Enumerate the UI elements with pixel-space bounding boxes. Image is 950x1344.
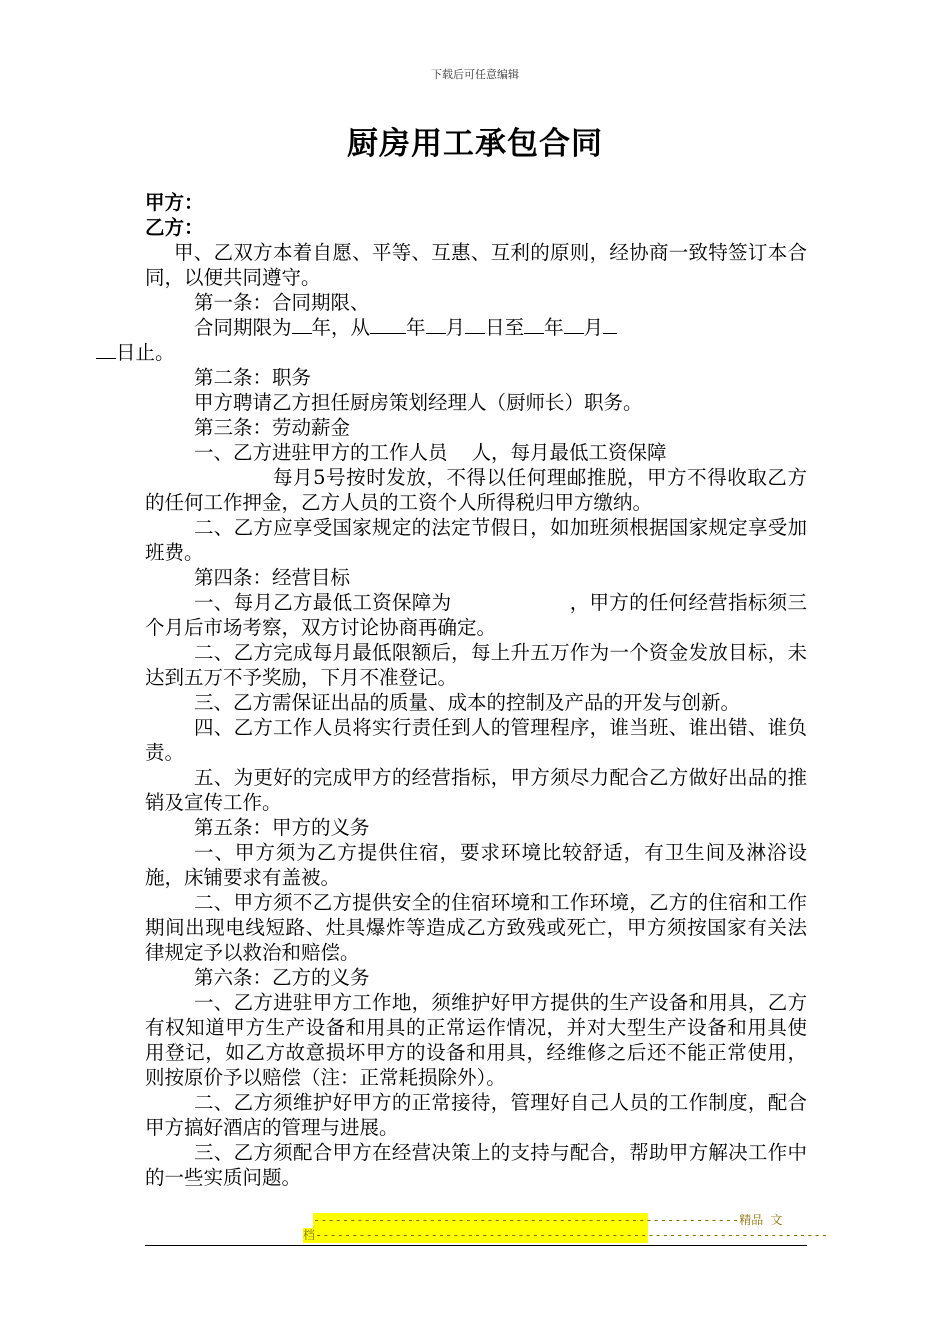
blank-line [603,315,617,334]
article-4-item-2: 二、乙方完成每月最低限额后，每上升五万作为一个资金发放目标，未达到五万不予奖励，下月不准登记。 [145,641,807,689]
intro-paragraph: 甲、乙双方本着自愿、平等、互惠、互利的原则，经协商一致特签订本合同，以便共同遵守。 [145,241,807,289]
article-3-item-1-cont: 每月5号按时发放，不得以任何理邮推脱，甲方不得收取乙方的任何工作押金，乙方人员的工资个人所得税归甲方缴纳。 [145,466,807,514]
article-3-heading: 第三条：劳动薪金 [194,416,351,439]
article-6-heading: 第六条：乙方的义务 [194,966,370,989]
party-b-label: 乙方： [145,216,204,239]
party-a-label: 甲方： [145,191,204,214]
article-5-item-1: 一、甲方须为乙方提供住宿，要求环境比较舒适，有卫生间及淋浴设施，床铺要求有盖被。 [145,841,807,889]
article-4-item-3: 三、乙方需保证出品的质量、成本的控制及产品的开发与创新。 [194,691,741,714]
article-5-heading: 第五条：甲方的义务 [194,816,370,839]
blank-line [564,315,584,334]
article-4-item-5: 五、为更好的完成甲方的经营指标，甲方须尽力配合乙方做好出品的推销及宣传工作。 [145,766,807,814]
article-4-item-1: 一、每月乙方最低工资保障为 ，甲方的任何经营指标须三个月后市场考察，双方讨论协商再确定。 [145,591,807,639]
article-3-item-2: 二、乙方应享受国家规定的法定节假日，如加班须根据国家规定享受加班费。 [145,516,807,564]
article-2-heading: 第二条：职务 [194,366,312,389]
header-note: 下载后可任意编辑 [431,68,519,81]
article-6-item-3: 三、乙方须配合甲方在经营决策上的支持与配合，帮助甲方解决工作中的一些实质问题。 [145,1141,807,1189]
footer-watermark [303,1213,828,1243]
article-6-item-2: 二、乙方须维护好甲方的正常接待，管理好自己人员的工作制度，配合甲方搞好酒店的管理与进展。 [145,1091,807,1139]
article-4-heading: 第四条：经营目标 [194,566,351,589]
blank-line [465,315,485,334]
article-4-item-4: 四、乙方工作人员将实行责任到人的管理程序，谁当班、谁出错、谁负责。 [145,716,807,764]
document-title: 厨房用工承包合同 [347,126,603,162]
article-5-item-2: 二、甲方须不乙方提供安全的住宿环境和工作环境，乙方的住宿和工作期间出现电线短路、灶具爆炸等造成乙方致残或死亡，甲方须按国家有关法律规定予以救治和赔偿。 [145,891,807,964]
footer-line-1: -----------------------------------------------------------精品 文 [313,1213,783,1227]
article-1-heading: 第一条：合同期限、 [194,291,370,314]
footer-divider [145,1245,807,1246]
blank-line [524,315,544,334]
blank-line [370,315,406,334]
blank-line [96,340,116,359]
blank-line [292,315,312,334]
contract-body [116,190,807,1190]
blank-line [426,315,446,334]
footer-line-2: 档----------------------------------------------------------------------- [303,1228,828,1242]
article-2-text: 甲方聘请乙方担任厨房策划经理人（厨师长）职务。 [194,391,643,414]
article-1-term: 合同期限为 年，从 年 月 日至 年 月 日止。 [145,315,807,365]
article-6-item-1: 一、乙方进驻甲方工作地，须维护好甲方提供的生产设备和用具，乙方有权知道甲方生产设备和用具的正常运作情况，并对大型生产设备和用具使用登记，如乙方故意损坏甲方的设备和用具，经维修之后还不能正常使用，则按原价予以赔偿（注：正常耗损除外）。 [145,991,807,1089]
article-3-item-1: 一、乙方进驻甲方的工作人员 人，每月最低工资保障 [194,441,667,464]
